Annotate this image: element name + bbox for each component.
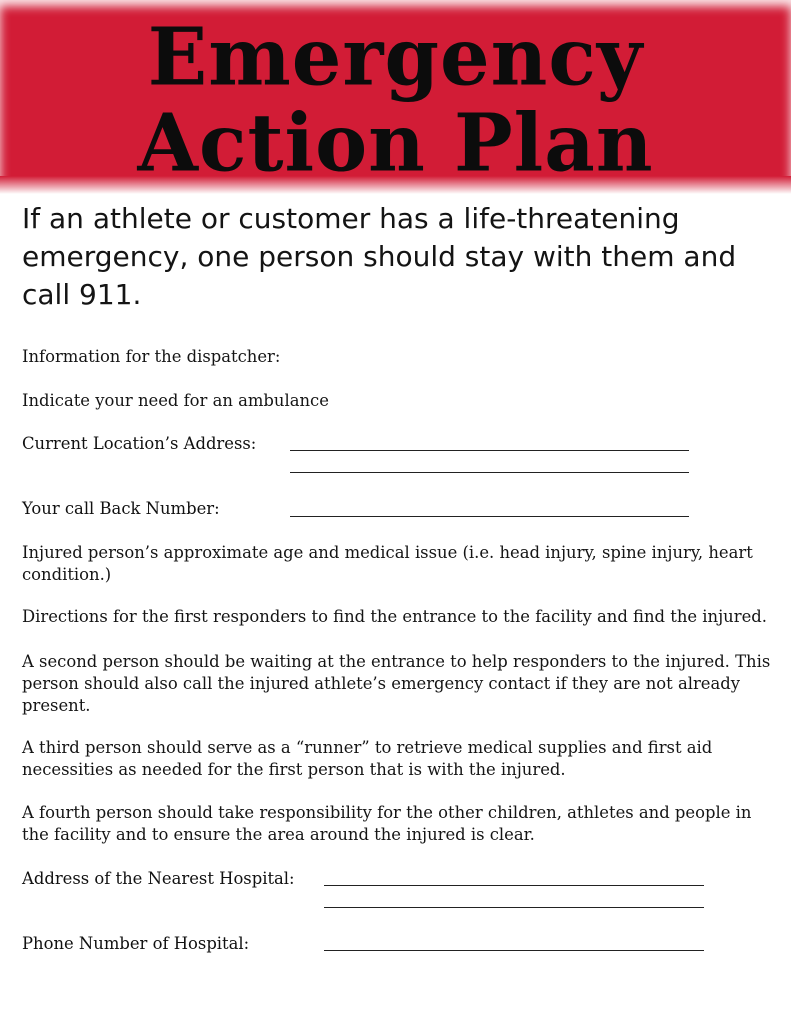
page-title-line2: Action Plan [137, 97, 654, 190]
location-field-line-2[interactable] [290, 472, 689, 473]
callback-field-line[interactable] [290, 516, 689, 517]
hospital-address-line-2[interactable] [324, 907, 704, 908]
hospital-phone-line[interactable] [324, 950, 704, 951]
dispatcher-info-text: Information for the dispatcher: [22, 347, 281, 366]
location-label: Current Location’s Address: [22, 434, 257, 453]
injured-info-text: Injured person’s approximate age and medical issue (i.e. head injury, spine injury, heart condition.) [22, 543, 753, 584]
page-title-line1: Emergency [147, 11, 644, 104]
fourth-person-text: A fourth person should take responsibility for the other children, athletes and people in the facility and to ensure the area around the injured is clear. [22, 803, 752, 844]
intro-text: If an athlete or customer has a life-threatening emergency, one person should stay with them and call 911. [22, 202, 737, 311]
directions-text: Directions for the first responders to find the entrance to the facility and find the injured. [22, 607, 767, 626]
second-person-text: A second person should be waiting at the entrance to help responders to the injured. This person should also call the injured athlete’s emergency contact if they are not already present. [22, 652, 771, 715]
location-field-line-1[interactable] [290, 450, 689, 451]
third-person-text: A third person should serve as a “runner” to retrieve medical supplies and first aid necessities as needed for the first person that is with the injured. [22, 738, 713, 779]
hospital-address-label: Address of the Nearest Hospital: [22, 869, 295, 888]
ambulance-text: Indicate your need for an ambulance [22, 391, 329, 410]
callback-label: Your call Back Number: [22, 499, 220, 518]
hospital-address-line-1[interactable] [324, 885, 704, 886]
hospital-phone-label: Phone Number of Hospital: [22, 934, 250, 953]
